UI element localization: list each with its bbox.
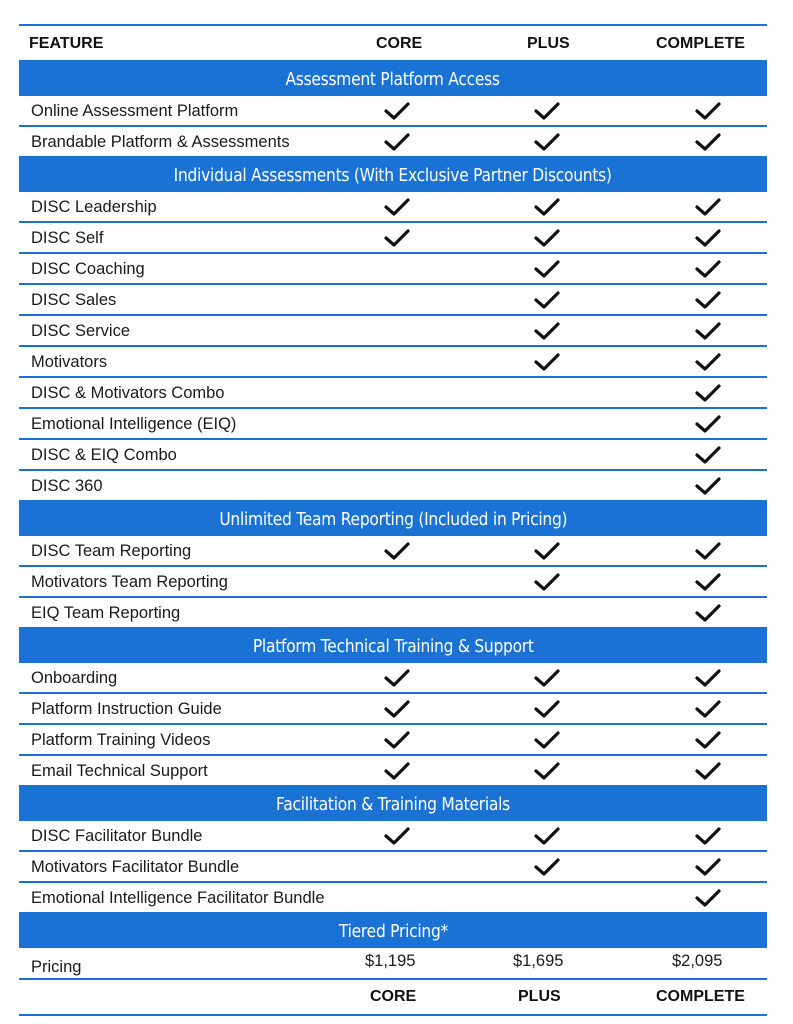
- feature-label: Onboarding: [31, 669, 118, 687]
- check-icon: [694, 729, 722, 751]
- check-icon: [533, 289, 561, 311]
- check-icon: [694, 667, 722, 689]
- section-header: [19, 914, 767, 948]
- check-icon: [694, 320, 722, 342]
- section-header: [19, 787, 767, 821]
- check-icon: [694, 825, 722, 847]
- section-header: [19, 62, 767, 96]
- section-header: [19, 629, 767, 663]
- feature-label: Platform Instruction Guide: [31, 700, 222, 718]
- feature-label: DISC Service: [31, 322, 131, 340]
- table-row: [19, 852, 767, 883]
- check-icon: [533, 227, 561, 249]
- check-icon: [533, 540, 561, 562]
- check-icon: [533, 667, 561, 689]
- feature-label: EIQ Team Reporting: [31, 604, 181, 622]
- check-icon: [694, 540, 722, 562]
- section-title: Assessment Platform Access: [285, 68, 501, 90]
- table-row: [19, 663, 767, 694]
- feature-label: Motivators Team Reporting: [31, 573, 228, 591]
- table-row: [19, 347, 767, 378]
- feature-label: DISC Team Reporting: [31, 542, 192, 560]
- check-icon: [383, 196, 411, 218]
- check-icon: [694, 382, 722, 404]
- feature-label: DISC 360: [31, 477, 103, 495]
- table-row: [19, 96, 767, 127]
- header-complete: COMPLETE: [656, 35, 745, 52]
- check-icon: [383, 760, 411, 782]
- feature-label: Platform Training Videos: [31, 731, 211, 749]
- check-icon: [383, 227, 411, 249]
- table-row: [19, 821, 767, 852]
- feature-label: DISC Coaching: [31, 260, 145, 278]
- section-title: Individual Assessments (With Exclusive Partner Discounts): [173, 164, 613, 186]
- check-icon: [694, 351, 722, 373]
- check-icon: [533, 698, 561, 720]
- check-icon: [694, 100, 722, 122]
- check-icon: [694, 227, 722, 249]
- footer-complete: COMPLETE: [656, 988, 745, 1005]
- table-row: [19, 440, 767, 471]
- table-row: [19, 883, 767, 914]
- feature-label: DISC Sales: [31, 291, 117, 309]
- table-row: [19, 285, 767, 316]
- table-row: [19, 694, 767, 725]
- section-title: Tiered Pricing*: [338, 920, 448, 942]
- check-icon: [533, 856, 561, 878]
- price-core: $1,195: [365, 952, 416, 970]
- table-row: [19, 471, 767, 502]
- check-icon: [694, 698, 722, 720]
- check-icon: [533, 571, 561, 593]
- feature-label: DISC Self: [31, 229, 104, 247]
- price-plus: $1,695: [513, 952, 564, 970]
- header-feature: FEATURE: [29, 35, 104, 52]
- table-row: [19, 409, 767, 440]
- check-icon: [533, 131, 561, 153]
- check-icon: [383, 540, 411, 562]
- feature-label: DISC Leadership: [31, 198, 157, 216]
- table-row: [19, 127, 767, 158]
- check-icon: [694, 571, 722, 593]
- check-icon: [533, 825, 561, 847]
- header-plus: PLUS: [527, 35, 570, 52]
- table-footer: [19, 980, 767, 1016]
- feature-label: DISC & EIQ Combo: [31, 446, 177, 464]
- check-icon: [694, 602, 722, 624]
- table-row: [19, 756, 767, 787]
- check-icon: [383, 100, 411, 122]
- check-icon: [533, 258, 561, 280]
- pricing-label: Pricing: [31, 958, 82, 976]
- table-row: [19, 316, 767, 347]
- table-row: [19, 192, 767, 223]
- section-header: [19, 502, 767, 536]
- check-icon: [533, 729, 561, 751]
- check-icon: [694, 444, 722, 466]
- check-icon: [533, 760, 561, 782]
- feature-label: Brandable Platform & Assessments: [31, 133, 290, 151]
- check-icon: [694, 856, 722, 878]
- section-title: Unlimited Team Reporting (Included in Pricing): [218, 508, 567, 530]
- check-icon: [533, 351, 561, 373]
- check-icon: [383, 825, 411, 847]
- check-icon: [694, 760, 722, 782]
- table-row: [19, 598, 767, 629]
- table-row: [19, 567, 767, 598]
- check-icon: [694, 413, 722, 435]
- check-icon: [694, 475, 722, 497]
- table-row: [19, 254, 767, 285]
- check-icon: [383, 729, 411, 751]
- table-row: [19, 725, 767, 756]
- feature-label: Emotional Intelligence (EIQ): [31, 415, 237, 433]
- check-icon: [533, 320, 561, 342]
- feature-label: Motivators: [31, 353, 108, 371]
- check-icon: [694, 887, 722, 909]
- check-icon: [533, 100, 561, 122]
- check-icon: [383, 667, 411, 689]
- table-row: [19, 378, 767, 409]
- feature-label: Email Technical Support: [31, 762, 208, 780]
- pricing-row: [19, 948, 767, 980]
- check-icon: [694, 131, 722, 153]
- header-core: CORE: [376, 35, 423, 52]
- feature-label: Online Assessment Platform: [31, 102, 239, 120]
- check-icon: [533, 196, 561, 218]
- section-header: [19, 158, 767, 192]
- feature-label: Motivators Facilitator Bundle: [31, 858, 240, 876]
- table-header: [19, 24, 767, 62]
- feature-label: DISC Facilitator Bundle: [31, 827, 203, 845]
- footer-core: CORE: [370, 988, 417, 1005]
- check-icon: [694, 196, 722, 218]
- footer-plus: PLUS: [518, 988, 561, 1005]
- section-title: Facilitation & Training Materials: [276, 793, 510, 815]
- table-row: [19, 536, 767, 567]
- table-row: [19, 223, 767, 254]
- check-icon: [383, 131, 411, 153]
- feature-label: Emotional Intelligence Facilitator Bundle: [31, 889, 325, 907]
- feature-label: DISC & Motivators Combo: [31, 384, 225, 402]
- check-icon: [383, 698, 411, 720]
- check-icon: [694, 289, 722, 311]
- check-icon: [694, 258, 722, 280]
- price-complete: $2,095: [672, 952, 723, 970]
- section-title: Platform Technical Training & Support: [252, 635, 534, 657]
